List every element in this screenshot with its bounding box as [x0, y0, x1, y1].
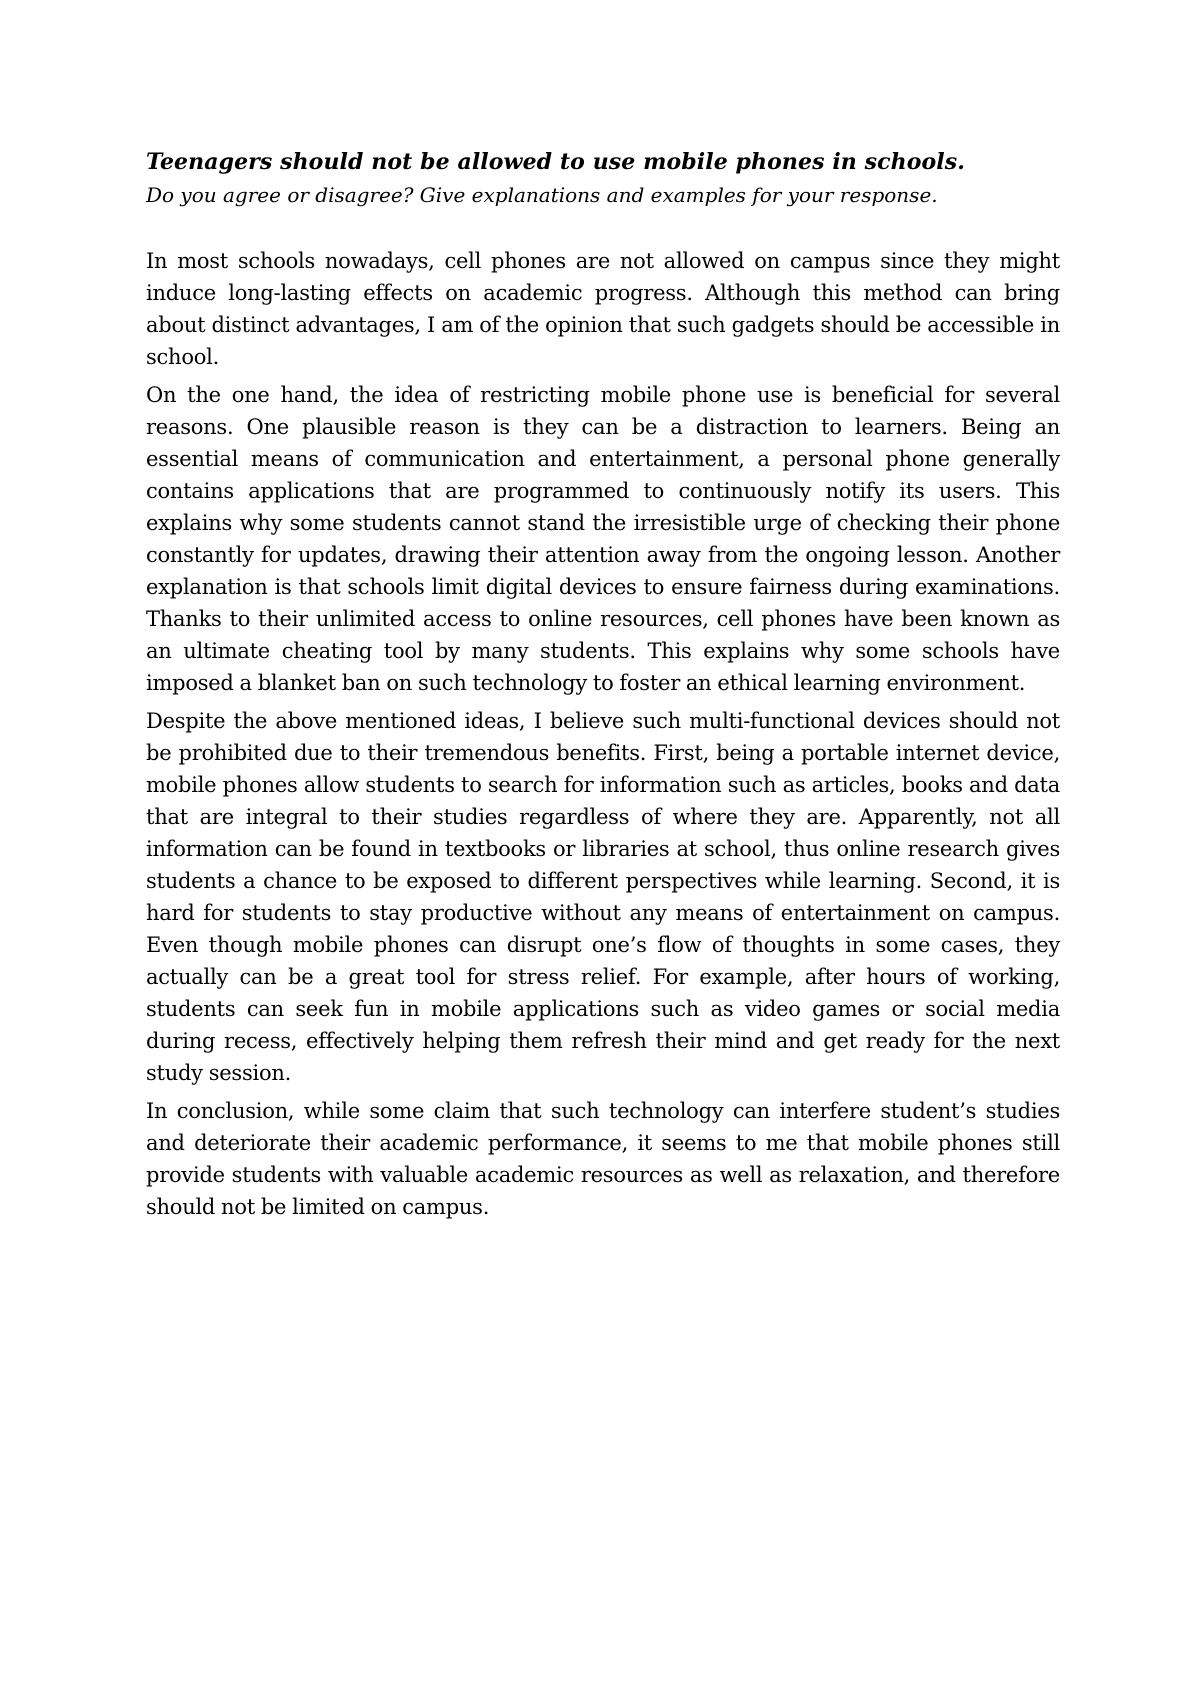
essay-paragraph-body-two: Despite the above mentioned ideas, I believe such multi-functional devices should not be prohibited due to their tremendous benefits. First, being a portable internet device, mobile phones allow students to search for information such as articles, books and data that are integral to their studies regardless of where they are. Apparently, not all information can be found in textbooks or libraries at school, thus online research gives students a chance to be exposed to different perspectives while learning. Second, it is hard for students to stay productive without any means of entertainment on campus. Even though mobile phones can disrupt one’s flow of thoughts in some cases, they actually can be a great tool for stress relief. For example, after hours of working, students can seek fun in mobile applications such as video games or social media during recess, effectively helping them refresh their mind and get ready for the next study session. [146, 709, 1060, 1085]
essay-paragraph-introduction: In most schools nowadays, cell phones are not allowed on campus since they might induce long-lasting effects on academic progress. Although this method can bring about distinct advantages, I am of the opinion that such gadgets should be accessible in school. [146, 249, 1060, 369]
essay-paragraph-body-one: On the one hand, the idea of restricting mobile phone use is beneficial for several reasons. One plausible reason is they can be a distraction to learners. Being an essential means of communication and entertainment, a personal phone generally contains applications that are programmed to continuously notify its users. This explains why some students cannot stand the irresistible urge of checking their phone constantly for updates, drawing their attention away from the ongoing lesson. Another explanation is that schools limit digital devices to ensure fairness during examinations. Thanks to their unlimited access to online resources, cell phones have been known as an ultimate cheating tool by many students. This explains why some schools have imposed a blanket ban on such technology to foster an ethical learning environment. [146, 383, 1060, 695]
prompt-question: Do you agree or disagree? Give explanations and examples for your response. [146, 183, 938, 207]
essay-body [146, 245, 1060, 1223]
document-content [146, 145, 1060, 1229]
prompt-title: Teenagers should not be allowed to use mobile phones in schools. [146, 149, 965, 175]
essay-paragraph-conclusion: In conclusion, while some claim that such technology can interfere student’s studies and deteriorate their academic performance, it seems to me that mobile phones still provide students with valuable academic resources as well as relaxation, and therefore should not be limited on campus. [146, 1099, 1060, 1219]
